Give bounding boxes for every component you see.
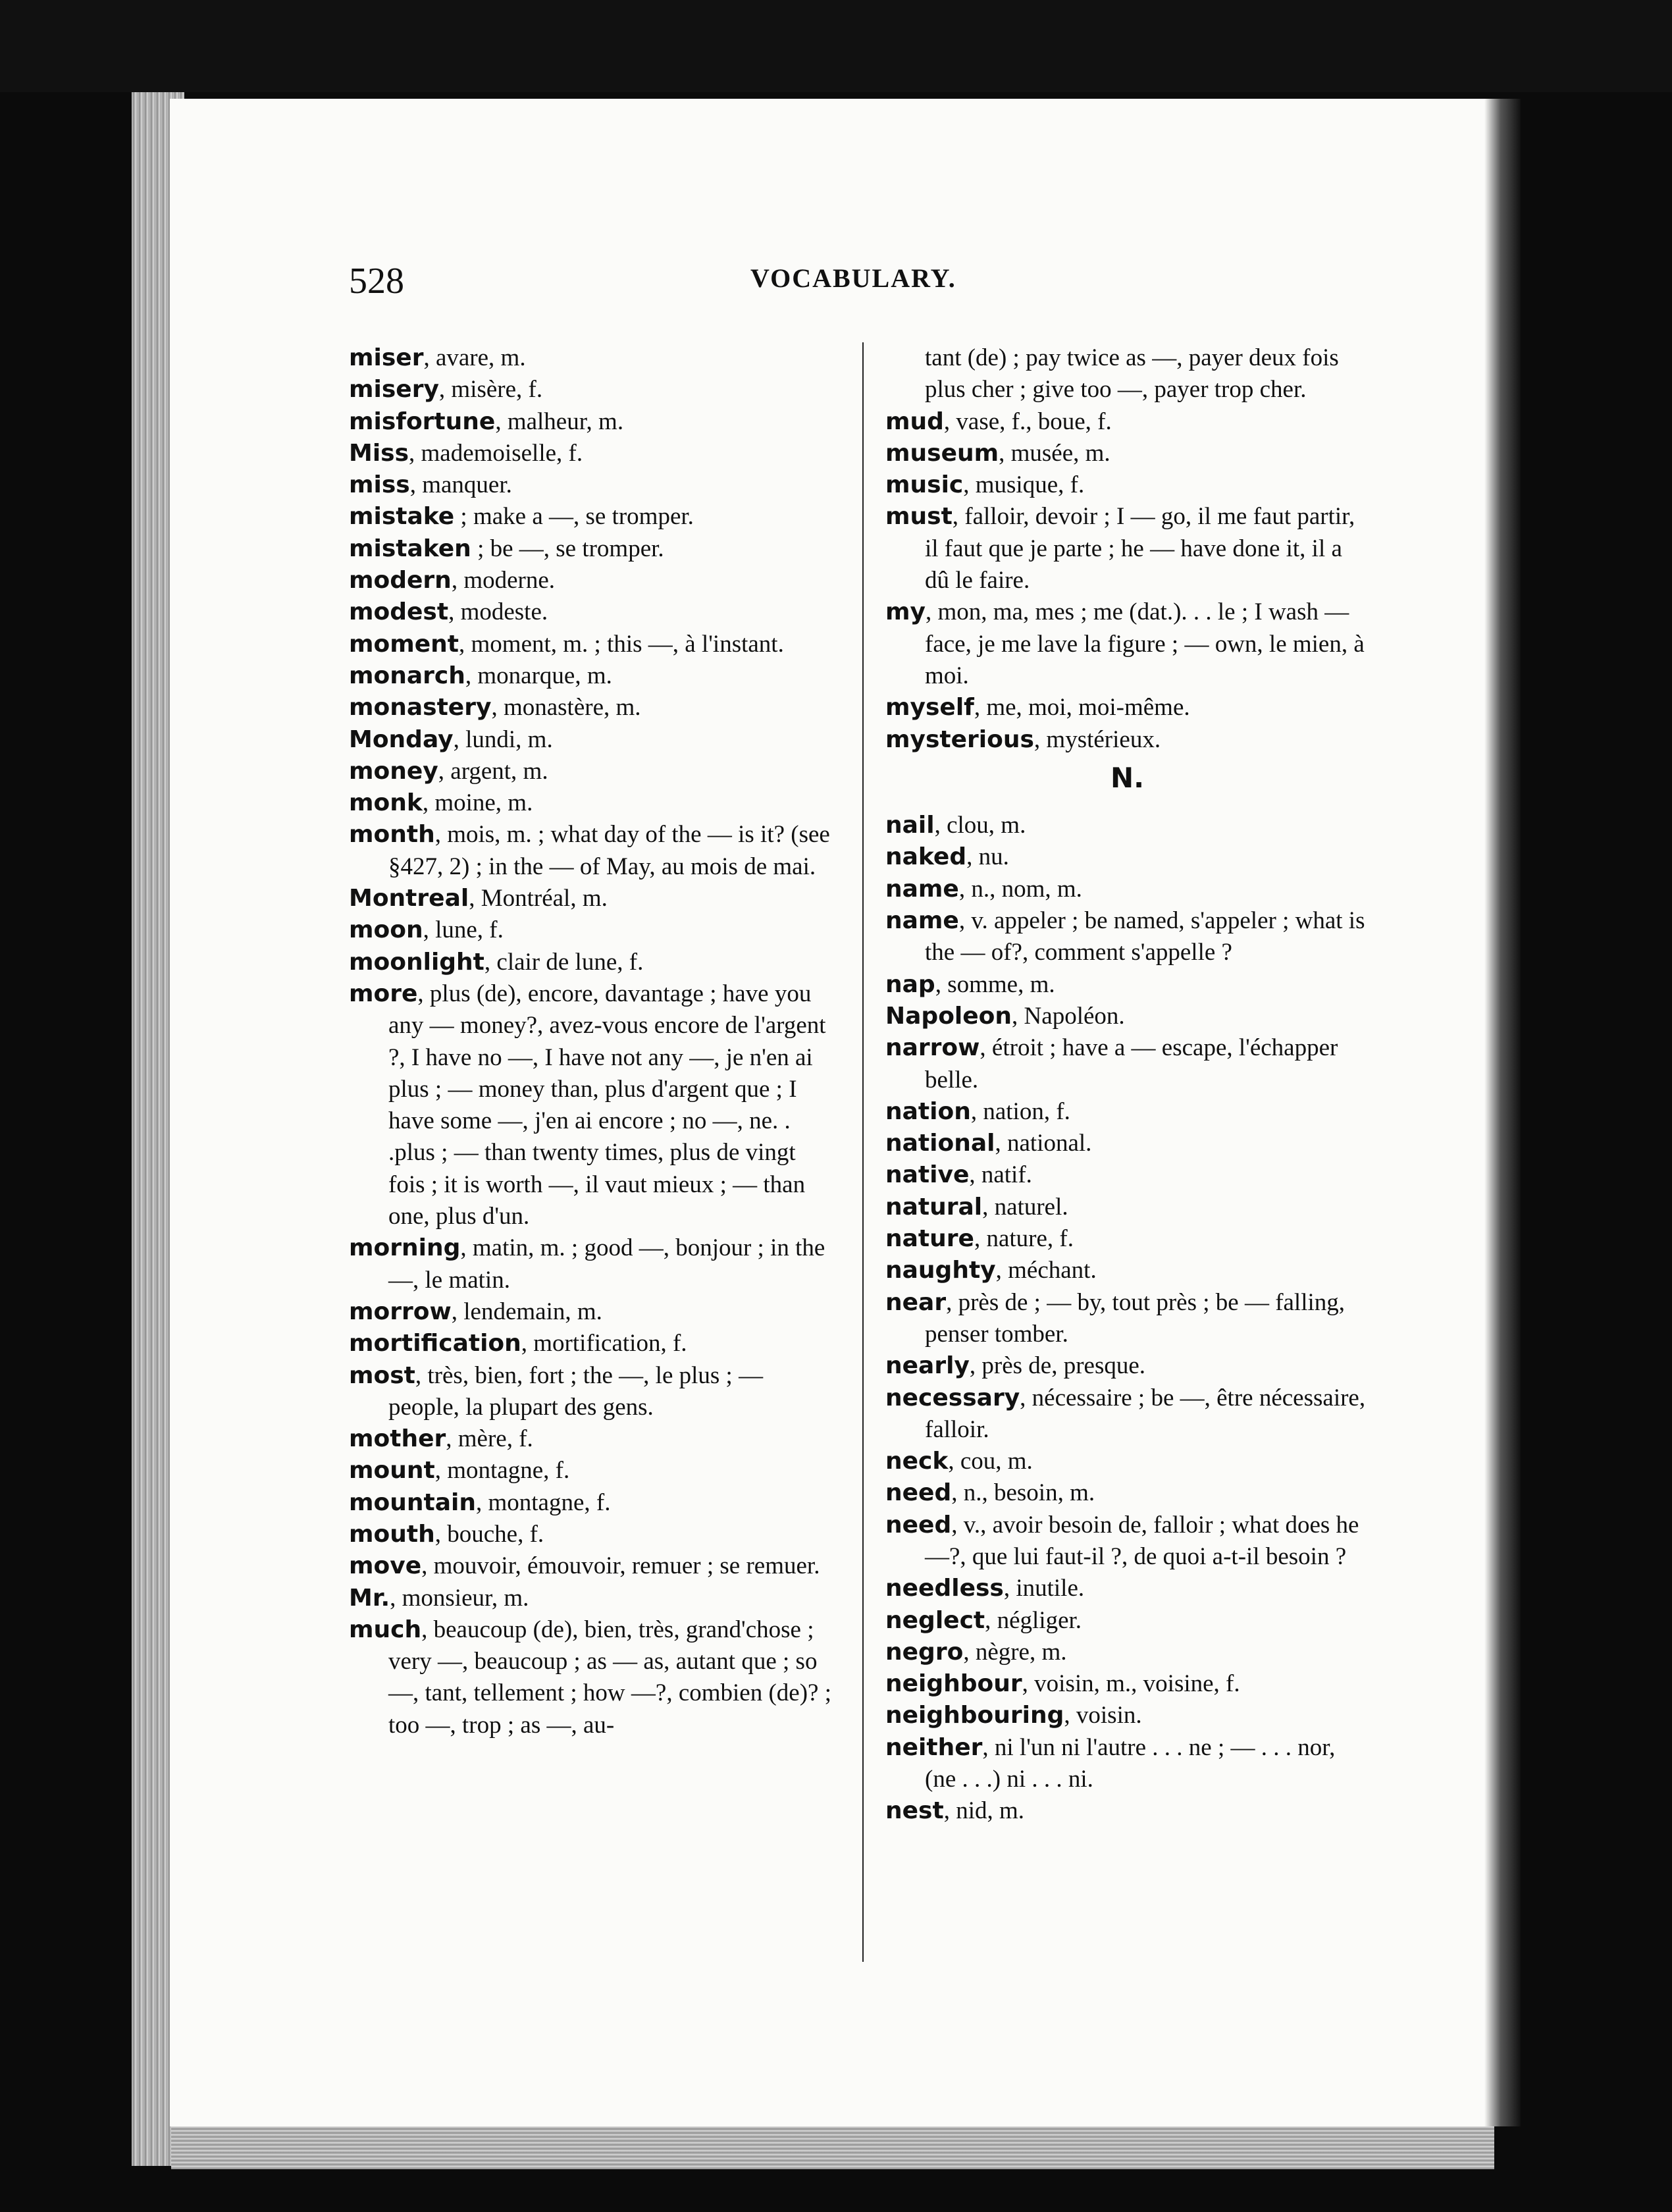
entry-headword: mortification [349, 1330, 521, 1357]
dictionary-entry [349, 596, 833, 628]
dictionary-entry [349, 1583, 833, 1614]
entry-definition: , bouche, f. [434, 1520, 544, 1548]
entry-definition: , me, moi, moi-même. [974, 694, 1190, 722]
dictionary-entry [349, 501, 833, 533]
entry-headword: monarch [349, 662, 465, 689]
entry-headword: misery [349, 376, 439, 404]
dictionary-entry [349, 469, 833, 501]
entry-definition: , monarque, m. [465, 662, 612, 689]
dictionary-entry [885, 1128, 1369, 1159]
dictionary-entry [885, 969, 1369, 1001]
dictionary-entry [349, 374, 833, 406]
dictionary-entry [885, 406, 1369, 438]
entry-definition: , natif. [969, 1161, 1032, 1189]
dictionary-entry [349, 1328, 833, 1359]
entry-headword: morrow [349, 1298, 452, 1325]
entry-definition: , négliger. [985, 1606, 1082, 1634]
entry-headword: music [885, 471, 964, 499]
entry-headword: misfortune [349, 408, 496, 435]
entry-definition: , près de ; — by, tout près ; be — falling, penser tomber. [925, 1288, 1345, 1348]
entry-headword: moonlight [349, 948, 484, 976]
dictionary-entry [885, 501, 1369, 596]
entry-headword: name [885, 875, 959, 903]
dictionary-entry [885, 1223, 1369, 1255]
entry-definition: , malheur, m. [495, 408, 624, 435]
entry-headword: mud [885, 408, 944, 435]
entry-definition: , beaucoup (de), bien, très, grand'chose ; very —, beaucoup ; as — as, autant que ; so —, tant, tellement ; how —?, combien (de)? ; too —, trop ; as —, au- [388, 1616, 831, 1739]
entry-definition: , clou, m. [934, 812, 1026, 839]
dictionary-entry [349, 724, 833, 756]
entry-definition: , moment, m. ; this —, à l'instant. [459, 630, 784, 658]
entry-headword: moment [349, 630, 459, 658]
entry-headword: morning [349, 1234, 461, 1262]
entry-definition: , mois, m. ; what day of the — is it? (see §427, 2) ; in the — of May, au mois de mai. [388, 821, 830, 880]
dictionary-entry [885, 1477, 1369, 1509]
entry-definition: , moine, m. [422, 789, 533, 817]
entry-headword: native [885, 1161, 970, 1189]
entry-headword: mistaken [349, 535, 471, 562]
entry-definition: , n., nom, m. [958, 875, 1082, 903]
entry-definition: , montagne, f. [475, 1488, 611, 1516]
entry-headword: nest [885, 1797, 944, 1825]
entry-definition: , monastère, m. [491, 694, 641, 722]
entry-headword: naked [885, 843, 967, 871]
entry-headword: national [885, 1130, 995, 1157]
entry-headword: name [885, 907, 959, 935]
entry-headword: mysterious [885, 725, 1034, 753]
dictionary-entry [349, 342, 833, 374]
entry-definition: , falloir, devoir ; I — go, il me faut partir, il faut que je parte ; he — have done it, il a dû le faire. [925, 503, 1355, 594]
entry-headword: mount [349, 1457, 435, 1485]
dictionary-entry [349, 660, 833, 692]
dictionary-entry [885, 438, 1369, 469]
entry-headword: neighbouring [885, 1702, 1064, 1729]
column-divider [862, 342, 864, 1962]
entry-headword: neglect [885, 1606, 985, 1634]
entry-definition: , manquer. [409, 471, 512, 499]
entry-definition: , nécessaire ; be —, être nécessaire, falloir. [925, 1384, 1366, 1443]
dictionary-entry [885, 1382, 1369, 1446]
dictionary-entry [885, 1510, 1369, 1573]
dictionary-entry [885, 1795, 1369, 1827]
section-heading-n: N. [1110, 761, 1145, 794]
entry-definition: , lendemain, m. [451, 1298, 602, 1325]
entry-headword: neither [885, 1733, 983, 1761]
entry-definition: , somme, m. [935, 970, 1055, 998]
entry-headword: much [349, 1616, 422, 1643]
entry-definition: , lundi, m. [453, 725, 553, 753]
entry-headword: nap [885, 970, 935, 998]
entry-headword: narrow [885, 1034, 980, 1062]
entry-headword: miss [349, 471, 410, 499]
continuation-text: tant (de) ; pay twice as —, payer deux fois plus cher ; give too —, payer trop cher. [925, 344, 1339, 404]
dictionary-entry [349, 1360, 833, 1424]
entry-definition: , nation, f. [970, 1097, 1070, 1125]
entry-definition: , argent, m. [438, 757, 548, 785]
dictionary-entry [349, 978, 833, 1232]
entry-definition: , n., besoin, m. [951, 1479, 1095, 1507]
entry-definition: , mortification, f. [521, 1330, 687, 1357]
entry-headword: mother [349, 1425, 446, 1453]
entry-definition: , nègre, m. [963, 1638, 1067, 1666]
entry-definition: , misère, f. [438, 376, 543, 404]
entry-headword: move [349, 1552, 422, 1580]
entry-headword: nature [885, 1225, 974, 1253]
dictionary-entry [349, 787, 833, 819]
entry-definition: , musique, f. [963, 471, 1085, 499]
entry-definition: , nu. [966, 843, 1009, 871]
dictionary-entry [349, 1487, 833, 1519]
dictionary-entry [885, 1350, 1369, 1382]
entry-headword: nail [885, 812, 935, 839]
dictionary-entry [349, 565, 833, 596]
entry-headword: myself [885, 694, 974, 722]
dictionary-entry [349, 438, 833, 469]
entry-definition: , mère, f. [446, 1425, 533, 1453]
entry-definition: , montagne, f. [434, 1457, 570, 1485]
dictionary-entry [349, 756, 833, 787]
entry-definition: , voisin, m., voisine, f. [1022, 1670, 1240, 1698]
right-n-entries [885, 810, 1369, 1828]
dictionary-entry [885, 1096, 1369, 1128]
entry-headword: mountain [349, 1488, 476, 1516]
dictionary-entry [885, 1668, 1369, 1700]
dictionary-entry [349, 406, 833, 438]
entry-definition: , v. appeler ; be named, s'appeler ; what is the — of?, comment s'appelle ? [925, 907, 1365, 966]
dictionary-entry [349, 1455, 833, 1487]
dictionary-entry [885, 1732, 1369, 1796]
entry-definition: , inutile. [1003, 1575, 1085, 1602]
dictionary-entry [885, 874, 1369, 905]
dictionary-entry [349, 819, 833, 883]
dictionary-entry [885, 1637, 1369, 1668]
right-m-entries [885, 406, 1369, 756]
dictionary-entry [349, 947, 833, 978]
dictionary-entry [885, 1700, 1369, 1731]
scanner-background [0, 0, 1672, 92]
entry-definition: , v., avoir besoin de, falloir ; what does he —?, que lui faut-il ?, de quoi a-t-il besoin ? [925, 1511, 1359, 1570]
dictionary-entry [885, 841, 1369, 873]
dictionary-entry [349, 1550, 833, 1582]
entry-headword: miser [349, 344, 424, 371]
dictionary-entry [349, 914, 833, 946]
entry-definition: , modeste. [448, 598, 548, 626]
entry-definition: , matin, m. ; good —, bonjour ; in the —, le matin. [388, 1234, 825, 1294]
left-column [349, 342, 833, 1741]
entry-headword: Mr. [349, 1584, 390, 1612]
entry-definition: , Montréal, m. [469, 885, 608, 912]
entry-definition: , clair de lune, f. [484, 948, 644, 976]
entry-headword: modest [349, 598, 449, 626]
entry-headword: near [885, 1288, 947, 1316]
dictionary-entry [885, 905, 1369, 969]
entry-headword: more [349, 980, 418, 1007]
dictionary-entry [885, 1001, 1369, 1032]
dictionary-entry [349, 1232, 833, 1296]
entry-definition: , très, bien, fort ; the —, le plus ; — people, la plupart des gens. [388, 1361, 764, 1421]
dictionary-entry [885, 1573, 1369, 1604]
entry-definition: ; make a —, se tromper. [454, 503, 694, 531]
dictionary-entry [885, 1605, 1369, 1637]
entry-headword: must [885, 503, 953, 531]
dictionary-entry [885, 596, 1369, 692]
entry-definition: , cou, m. [948, 1448, 1033, 1475]
entry-definition: , méchant. [995, 1257, 1097, 1284]
entry-headword: nearly [885, 1352, 970, 1380]
dictionary-entry [349, 1614, 833, 1741]
entry-headword: Miss [349, 439, 409, 467]
dictionary-entry [885, 810, 1369, 841]
dictionary-entry [885, 1032, 1369, 1096]
entry-headword: month [349, 821, 435, 849]
entry-definition: , voisin. [1064, 1702, 1142, 1729]
entry-headword: necessary [885, 1384, 1020, 1411]
entry-definition: ; be —, se tromper. [471, 535, 664, 562]
entry-headword: naughty [885, 1257, 996, 1284]
dictionary-entry [349, 1423, 833, 1455]
entry-headword: modern [349, 567, 452, 594]
entry-headword: monastery [349, 694, 492, 722]
dictionary-entry [885, 1159, 1369, 1191]
entry-headword: mouth [349, 1520, 435, 1548]
entry-definition: , vase, f., boue, f. [943, 408, 1112, 435]
page-header [349, 260, 1033, 300]
entry-headword: most [349, 1361, 415, 1389]
dictionary-entry [885, 469, 1369, 501]
entry-headword: my [885, 598, 926, 626]
dictionary-entry [349, 533, 833, 565]
entry-headword: nation [885, 1097, 971, 1125]
entry-headword: monk [349, 789, 423, 817]
dictionary-entry [885, 724, 1369, 756]
entry-definition: , lune, f. [423, 916, 504, 944]
entry-definition: , Napoléon. [1012, 1002, 1125, 1030]
page-edges-bottom [171, 2123, 1494, 2169]
dictionary-entry [885, 1255, 1369, 1286]
right-column [885, 342, 1369, 1828]
entry-definition: , près de, presque. [969, 1352, 1146, 1380]
entry-definition: , naturel. [982, 1193, 1068, 1221]
entry-headword: moon [349, 916, 423, 944]
entry-definition: , musée, m. [999, 439, 1110, 467]
entry-definition: , mystérieux. [1033, 725, 1161, 753]
entry-definition: , avare, m. [423, 344, 526, 371]
entry-definition: , plus (de), encore, davantage ; have you any — money?, avez-vous encore de l'argent ?, I have no —, I have not any —, je n'en ai plus ; — money than, plus d'argent que ; I have some —, j'en ai encore ; no —, ne. . .plus ; — than twenty times, plus de vingt fois ; it is worth —, il vaut mieux ; — than one, plus d'un. [388, 980, 826, 1230]
dictionary-entry [885, 1446, 1369, 1477]
entry-headword: needless [885, 1575, 1004, 1602]
dictionary-entry [885, 1192, 1369, 1223]
entry-headword: museum [885, 439, 999, 467]
entry-headword: negro [885, 1638, 964, 1666]
entry-definition: , national. [995, 1130, 1092, 1157]
page-number: 528 [349, 261, 404, 302]
dictionary-entry [885, 692, 1369, 724]
entry-definition: , moderne. [451, 567, 556, 594]
entry-definition: , ni l'un ni l'autre . . . ne ; — . . . nor, (ne . . .) ni . . . ni. [925, 1733, 1336, 1793]
entry-headword: neck [885, 1448, 949, 1475]
dictionary-entry [349, 692, 833, 724]
entry-definition: , nature, f. [974, 1225, 1074, 1253]
entry-headword: money [349, 757, 438, 785]
entry-headword: neighbour [885, 1670, 1022, 1698]
entry-headword: Monday [349, 725, 454, 753]
dictionary-entry [885, 1287, 1369, 1351]
dictionary-entry [349, 629, 833, 660]
dictionary-entry [349, 1296, 833, 1328]
entry-headword: need [885, 1479, 952, 1507]
dictionary-entry [349, 883, 833, 914]
entry-definition: , étroit ; have a — escape, l'échapper belle. [925, 1034, 1338, 1093]
dictionary-entry [349, 1519, 833, 1550]
entry-definition: , nid, m. [943, 1797, 1024, 1825]
entry-headword: natural [885, 1193, 983, 1221]
gutter-shadow [1484, 99, 1521, 2126]
entry-headword: mistake [349, 503, 455, 531]
entry-definition: , mouvoir, émouvoir, remuer ; se remuer. [421, 1552, 820, 1580]
entry-headword: Montreal [349, 885, 469, 912]
entry-definition: , mon, ma, mes ; me (dat.). . . le ; I wash — face, je me lave la figure ; — own, le mien, à moi. [925, 598, 1365, 689]
running-head: VOCABULARY. [750, 263, 956, 293]
entry-definition: , mademoiselle, f. [409, 439, 583, 467]
entry-headword: Napoleon [885, 1002, 1012, 1030]
entry-headword: need [885, 1511, 952, 1539]
entry-definition: , monsieur, m. [390, 1584, 529, 1612]
